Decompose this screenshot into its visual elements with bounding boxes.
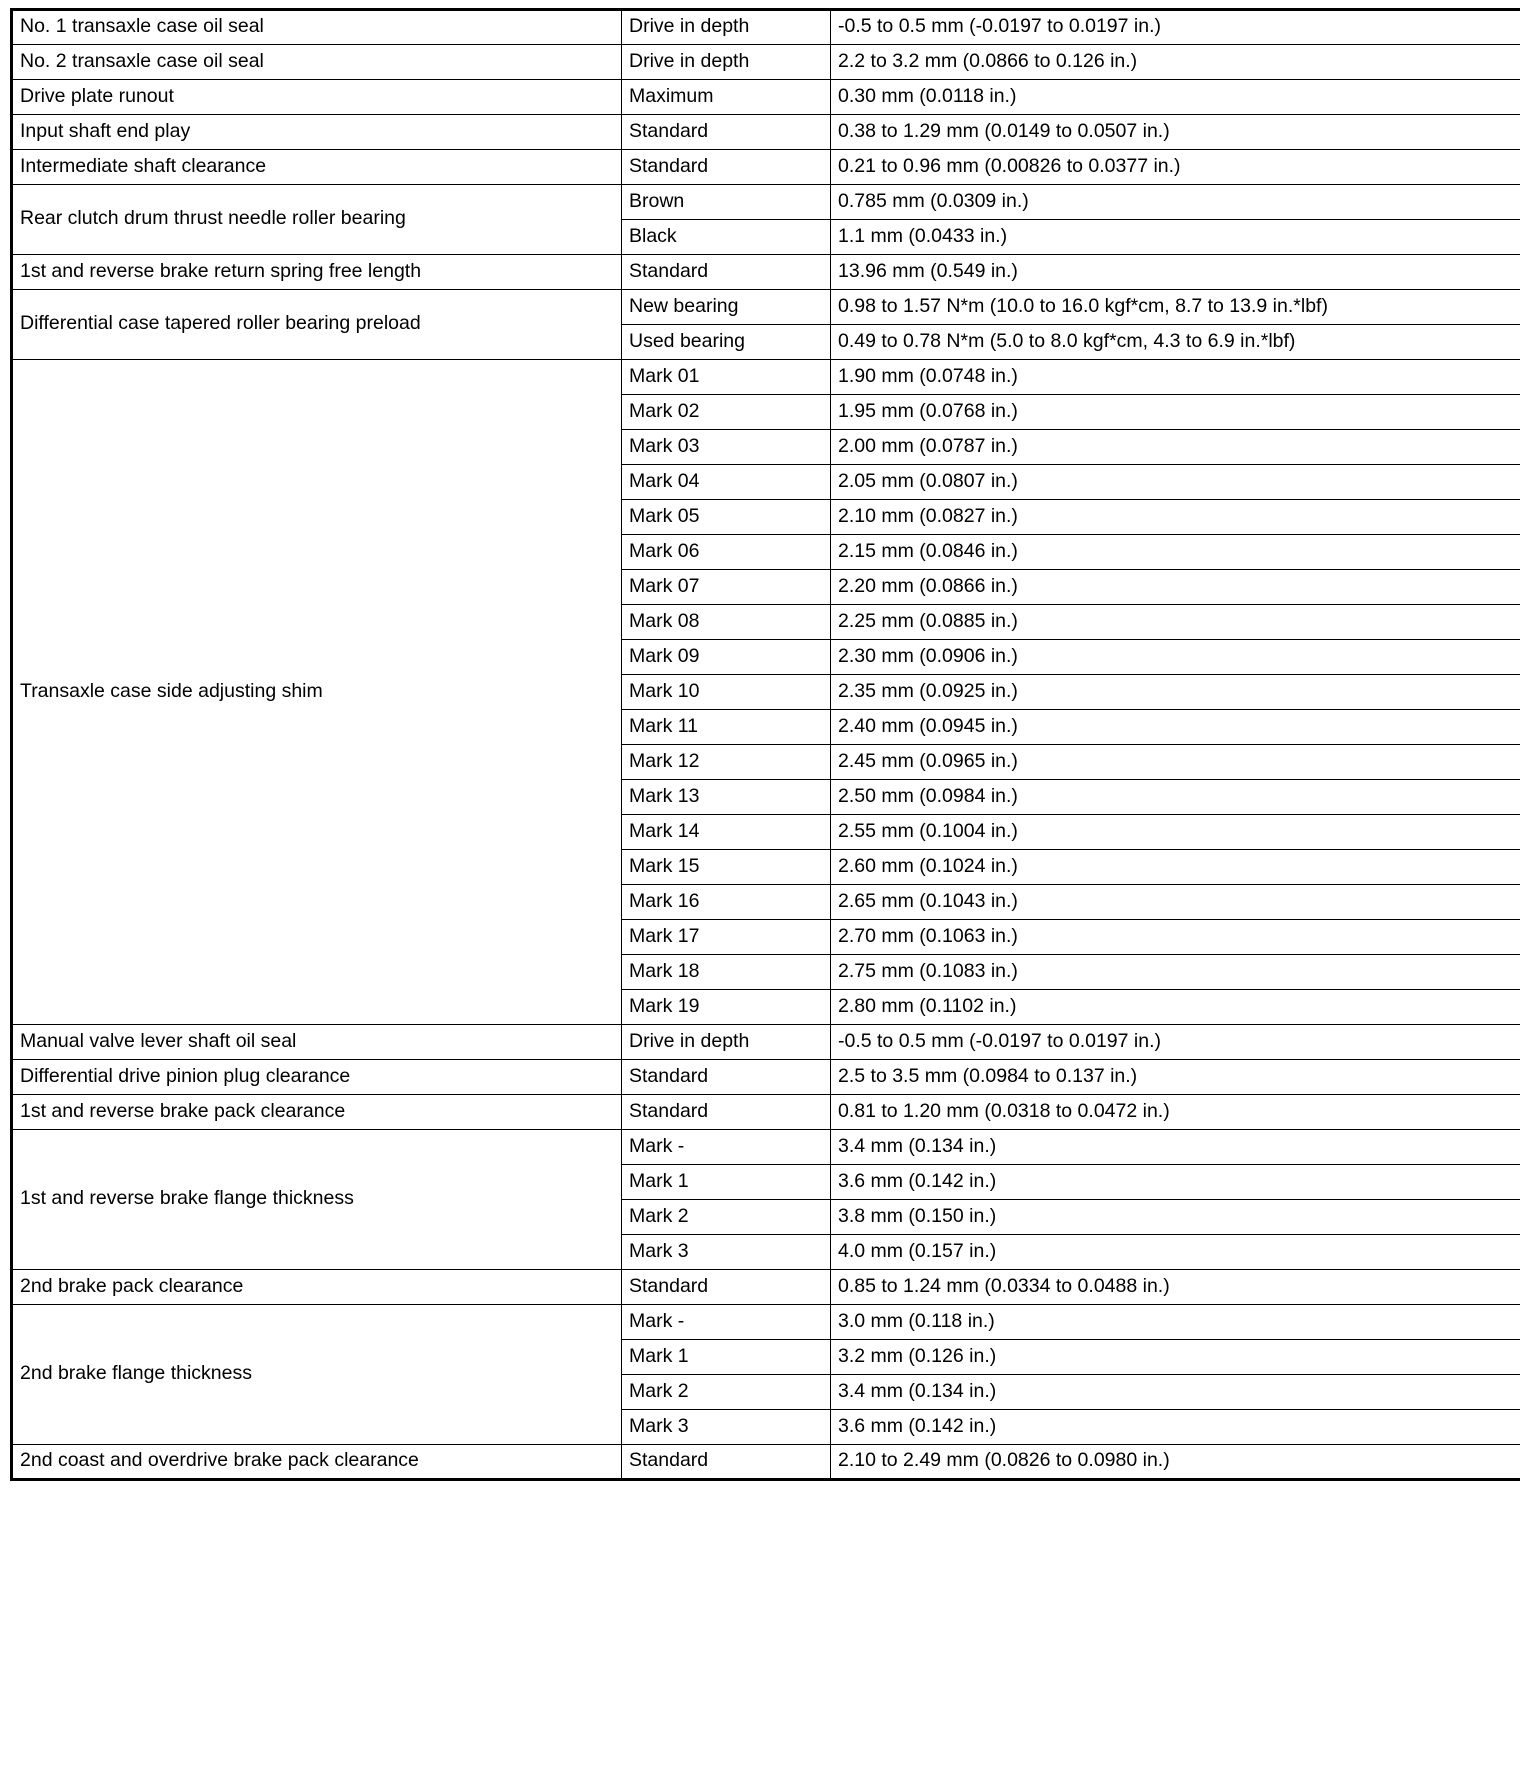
table-row xyxy=(12,185,1520,220)
spec-condition-cell: Mark 19 xyxy=(622,990,831,1025)
spec-condition-cell: Mark 07 xyxy=(622,570,831,605)
spec-condition-cell: Mark 06 xyxy=(622,535,831,570)
spec-condition-cell: Mark 04 xyxy=(622,465,831,500)
spec-condition-cell: Standard xyxy=(622,1445,831,1480)
spec-condition-cell: Mark 2 xyxy=(622,1200,831,1235)
spec-value-cell: 3.6 mm (0.142 in.) xyxy=(831,1165,1520,1200)
spec-value-cell: 1.90 mm (0.0748 in.) xyxy=(831,360,1520,395)
spec-condition-cell: Mark - xyxy=(622,1305,831,1340)
spec-value-cell: 2.15 mm (0.0846 in.) xyxy=(831,535,1520,570)
spec-condition-cell: Drive in depth xyxy=(622,45,831,80)
spec-value-cell: 2.00 mm (0.0787 in.) xyxy=(831,430,1520,465)
spec-value-cell: 2.25 mm (0.0885 in.) xyxy=(831,605,1520,640)
spec-value-cell: 4.0 mm (0.157 in.) xyxy=(831,1235,1520,1270)
spec-value-cell: 2.35 mm (0.0925 in.) xyxy=(831,675,1520,710)
spec-value-cell: 2.60 mm (0.1024 in.) xyxy=(831,850,1520,885)
spec-value-cell: 2.80 mm (0.1102 in.) xyxy=(831,990,1520,1025)
spec-item-cell: 1st and reverse brake pack clearance xyxy=(12,1095,622,1130)
spec-value-cell: 1.1 mm (0.0433 in.) xyxy=(831,220,1520,255)
spec-item-cell: No. 2 transaxle case oil seal xyxy=(12,45,622,80)
spec-value-cell: 0.30 mm (0.0118 in.) xyxy=(831,80,1520,115)
spec-condition-cell: Mark 02 xyxy=(622,395,831,430)
spec-value-cell: 1.95 mm (0.0768 in.) xyxy=(831,395,1520,430)
spec-value-cell: 2.5 to 3.5 mm (0.0984 to 0.137 in.) xyxy=(831,1060,1520,1095)
spec-condition-cell: Mark 01 xyxy=(622,360,831,395)
spec-item-cell: Manual valve lever shaft oil seal xyxy=(12,1025,622,1060)
spec-item-cell: Input shaft end play xyxy=(12,115,622,150)
spec-value-cell: 3.4 mm (0.134 in.) xyxy=(831,1375,1520,1410)
table-row xyxy=(12,80,1520,115)
spec-value-cell: 0.98 to 1.57 N*m (10.0 to 16.0 kgf*cm, 8.7 to 13.9 in.*lbf) xyxy=(831,290,1520,325)
table-row xyxy=(12,1445,1520,1480)
spec-condition-cell: Drive in depth xyxy=(622,10,831,45)
spec-condition-cell: Mark 3 xyxy=(622,1410,831,1445)
spec-value-cell: -0.5 to 0.5 mm (-0.0197 to 0.0197 in.) xyxy=(831,10,1520,45)
spec-condition-cell: Mark 03 xyxy=(622,430,831,465)
spec-value-cell: 3.8 mm (0.150 in.) xyxy=(831,1200,1520,1235)
table-row xyxy=(12,115,1520,150)
spec-condition-cell: Drive in depth xyxy=(622,1025,831,1060)
spec-condition-cell: Standard xyxy=(622,1270,831,1305)
spec-value-cell: 2.70 mm (0.1063 in.) xyxy=(831,920,1520,955)
spec-value-cell: 2.40 mm (0.0945 in.) xyxy=(831,710,1520,745)
spec-condition-cell: Mark 1 xyxy=(622,1340,831,1375)
spec-value-cell: 2.50 mm (0.0984 in.) xyxy=(831,780,1520,815)
specifications-table xyxy=(10,8,1520,1481)
spec-value-cell: 3.2 mm (0.126 in.) xyxy=(831,1340,1520,1375)
spec-value-cell: 0.785 mm (0.0309 in.) xyxy=(831,185,1520,220)
spec-value-cell: 2.45 mm (0.0965 in.) xyxy=(831,745,1520,780)
spec-condition-cell: Mark 11 xyxy=(622,710,831,745)
table-body xyxy=(12,10,1520,1480)
spec-condition-cell: Mark 16 xyxy=(622,885,831,920)
table-row xyxy=(12,45,1520,80)
table-row xyxy=(12,255,1520,290)
spec-value-cell: 0.21 to 0.96 mm (0.00826 to 0.0377 in.) xyxy=(831,150,1520,185)
spec-item-cell: Differential case tapered roller bearing preload xyxy=(12,290,622,360)
spec-condition-cell: Standard xyxy=(622,1095,831,1130)
spec-condition-cell: Mark 15 xyxy=(622,850,831,885)
spec-value-cell: 0.49 to 0.78 N*m (5.0 to 8.0 kgf*cm, 4.3 to 6.9 in.*lbf) xyxy=(831,325,1520,360)
table-row xyxy=(12,150,1520,185)
spec-value-cell: 2.05 mm (0.0807 in.) xyxy=(831,465,1520,500)
spec-value-cell: 13.96 mm (0.549 in.) xyxy=(831,255,1520,290)
table-row xyxy=(12,1305,1520,1340)
spec-value-cell: 2.2 to 3.2 mm (0.0866 to 0.126 in.) xyxy=(831,45,1520,80)
spec-item-cell: No. 1 transaxle case oil seal xyxy=(12,10,622,45)
spec-item-cell: 2nd brake flange thickness xyxy=(12,1305,622,1445)
spec-condition-cell: Mark 12 xyxy=(622,745,831,780)
spec-value-cell: 2.10 mm (0.0827 in.) xyxy=(831,500,1520,535)
spec-value-cell: 3.4 mm (0.134 in.) xyxy=(831,1130,1520,1165)
spec-condition-cell: Standard xyxy=(622,115,831,150)
table-row xyxy=(12,1270,1520,1305)
spec-item-cell: 2nd coast and overdrive brake pack clearance xyxy=(12,1445,622,1480)
table-row xyxy=(12,1095,1520,1130)
spec-condition-cell: Standard xyxy=(622,150,831,185)
spec-value-cell: 2.55 mm (0.1004 in.) xyxy=(831,815,1520,850)
spec-condition-cell: Used bearing xyxy=(622,325,831,360)
spec-value-cell: 0.85 to 1.24 mm (0.0334 to 0.0488 in.) xyxy=(831,1270,1520,1305)
spec-value-cell: -0.5 to 0.5 mm (-0.0197 to 0.0197 in.) xyxy=(831,1025,1520,1060)
spec-condition-cell: Brown xyxy=(622,185,831,220)
spec-value-cell: 2.75 mm (0.1083 in.) xyxy=(831,955,1520,990)
spec-condition-cell: Mark 14 xyxy=(622,815,831,850)
spec-value-cell: 2.20 mm (0.0866 in.) xyxy=(831,570,1520,605)
spec-condition-cell: Mark 05 xyxy=(622,500,831,535)
table-row xyxy=(12,1025,1520,1060)
spec-condition-cell: Mark 08 xyxy=(622,605,831,640)
table-row xyxy=(12,290,1520,325)
table-row xyxy=(12,1130,1520,1165)
spec-condition-cell: Mark 18 xyxy=(622,955,831,990)
spec-value-cell: 0.38 to 1.29 mm (0.0149 to 0.0507 in.) xyxy=(831,115,1520,150)
table-row xyxy=(12,10,1520,45)
spec-item-cell: Intermediate shaft clearance xyxy=(12,150,622,185)
spec-item-cell: Drive plate runout xyxy=(12,80,622,115)
spec-value-cell: 0.81 to 1.20 mm (0.0318 to 0.0472 in.) xyxy=(831,1095,1520,1130)
table-row xyxy=(12,360,1520,395)
spec-value-cell: 3.0 mm (0.118 in.) xyxy=(831,1305,1520,1340)
spec-condition-cell: Mark 17 xyxy=(622,920,831,955)
spec-condition-cell: Standard xyxy=(622,1060,831,1095)
spec-condition-cell: Mark 3 xyxy=(622,1235,831,1270)
spec-item-cell: 1st and reverse brake return spring free length xyxy=(12,255,622,290)
spec-condition-cell: Mark 10 xyxy=(622,675,831,710)
spec-condition-cell: Mark 09 xyxy=(622,640,831,675)
spec-item-cell: 2nd brake pack clearance xyxy=(12,1270,622,1305)
spec-condition-cell: Mark 13 xyxy=(622,780,831,815)
spec-condition-cell: Black xyxy=(622,220,831,255)
spec-value-cell: 2.30 mm (0.0906 in.) xyxy=(831,640,1520,675)
spec-item-cell: Differential drive pinion plug clearance xyxy=(12,1060,622,1095)
spec-value-cell: 2.10 to 2.49 mm (0.0826 to 0.0980 in.) xyxy=(831,1445,1520,1480)
spec-condition-cell: Mark - xyxy=(622,1130,831,1165)
spec-condition-cell: Mark 2 xyxy=(622,1375,831,1410)
spec-condition-cell: Maximum xyxy=(622,80,831,115)
spec-condition-cell: Standard xyxy=(622,255,831,290)
spec-value-cell: 2.65 mm (0.1043 in.) xyxy=(831,885,1520,920)
spec-item-cell: Rear clutch drum thrust needle roller bearing xyxy=(12,185,622,255)
spec-condition-cell: New bearing xyxy=(622,290,831,325)
spec-value-cell: 3.6 mm (0.142 in.) xyxy=(831,1410,1520,1445)
spec-condition-cell: Mark 1 xyxy=(622,1165,831,1200)
spec-item-cell: Transaxle case side adjusting shim xyxy=(12,360,622,1025)
spec-item-cell: 1st and reverse brake flange thickness xyxy=(12,1130,622,1270)
table-row xyxy=(12,1060,1520,1095)
